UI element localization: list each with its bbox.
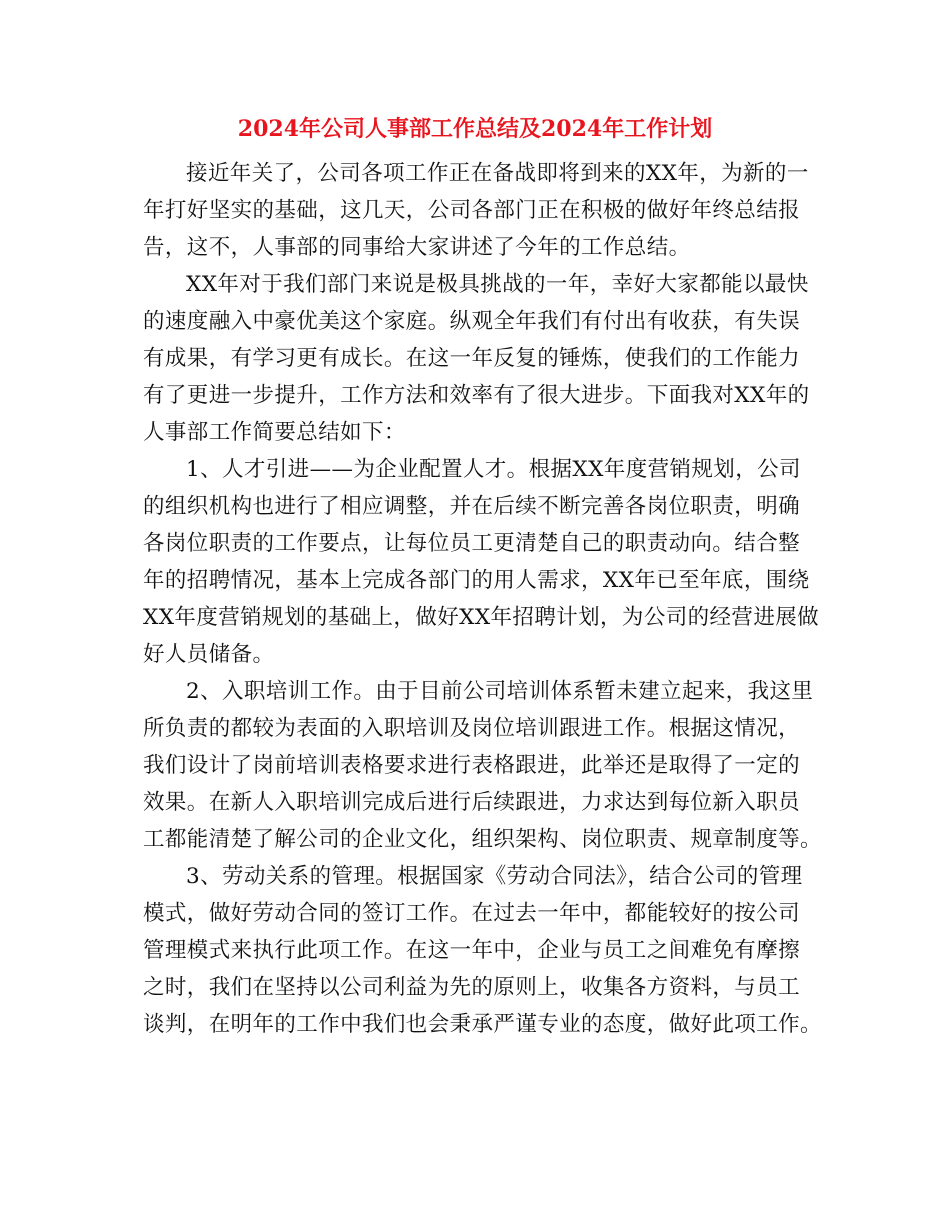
text-line: 有成果，有学习更有成长。在这一年反复的锤炼，使我们的工作能力 bbox=[143, 346, 801, 371]
text-line: 3、劳动关系的管理。根据国家《劳动合同法》，结合公司的管理 bbox=[186, 864, 803, 889]
paragraph-item-1 bbox=[143, 451, 823, 673]
text-line: 各岗位职责的工作要点，让每位员工更清楚自己的职责动向。结合整 bbox=[143, 531, 801, 556]
text-line: 接近年关了，公司各项工作正在备战即将到来的XX年，为新的一 bbox=[186, 161, 809, 186]
text-line: 告，这不，人事部的同事给大家讲述了今年的工作总结。 bbox=[143, 235, 691, 260]
text-line: 年打好坚实的基础，这几天，公司各部门正在积极的做好年终总结报 bbox=[143, 198, 801, 223]
paragraph-item-2 bbox=[143, 673, 823, 858]
text-line: 之时，我们在坚持以公司利益为先的原则上，收集各方资料，与员工 bbox=[143, 975, 801, 1000]
text-line: 模式，做好劳动合同的签订工作。在过去一年中，都能较好的按公司 bbox=[143, 901, 801, 926]
text-line: 1、人才引进——为企业配置人才。根据XX年度营销规划，公司 bbox=[186, 457, 801, 482]
document-title: 2024年公司人事部工作总结及2024年工作计划 bbox=[237, 116, 713, 142]
text-line: 管理模式来执行此项工作。在这一年中，企业与员工之间难免有摩擦 bbox=[143, 938, 801, 963]
text-line: 年的招聘情况，基本上完成各部门的用人需求，XX年已至年底，围绕 bbox=[143, 568, 810, 593]
text-line: 效果。在新人入职培训完成后进行后续跟进，力求达到每位新入职员 bbox=[143, 790, 801, 815]
paragraph-item-3 bbox=[143, 858, 823, 1043]
text-line: 好人员储备。 bbox=[143, 642, 275, 667]
text-line: XX年度营销规划的基础上，做好XX年招聘计划，为公司的经营进展做 bbox=[143, 605, 820, 630]
text-line: 的组织机构也进行了相应调整，并在后续不断完善各岗位职责，明确 bbox=[143, 494, 801, 519]
text-line: 人事部工作简要总结如下： bbox=[143, 420, 406, 445]
text-line: 所负责的都较为表面的入职培训及岗位培训跟进工作。根据这情况， bbox=[143, 716, 801, 741]
document-body bbox=[143, 155, 823, 1043]
text-line: 的速度融入中豪优美这个家庭。纵观全年我们有付出有收获，有失误 bbox=[143, 309, 801, 334]
paragraph-overview bbox=[143, 266, 823, 451]
text-line: 工都能清楚了解公司的企业文化，组织架构、岗位职责、规章制度等。 bbox=[143, 827, 822, 852]
paragraph-intro bbox=[143, 155, 823, 266]
text-line: 有了更进一步提升，工作方法和效率有了很大进步。下面我对XX年的 bbox=[143, 383, 810, 408]
text-line: 我们设计了岗前培训表格要求进行表格跟进，此举还是取得了一定的 bbox=[143, 753, 801, 778]
text-line: 谈判，在明年的工作中我们也会秉承严谨专业的态度，做好此项工作。 bbox=[143, 1012, 822, 1037]
text-line: 2、入职培训工作。由于目前公司培训体系暂未建立起来，我这里 bbox=[186, 679, 814, 704]
text-line: XX年对于我们部门来说是极具挑战的一年，幸好大家都能以最快 bbox=[186, 272, 809, 297]
